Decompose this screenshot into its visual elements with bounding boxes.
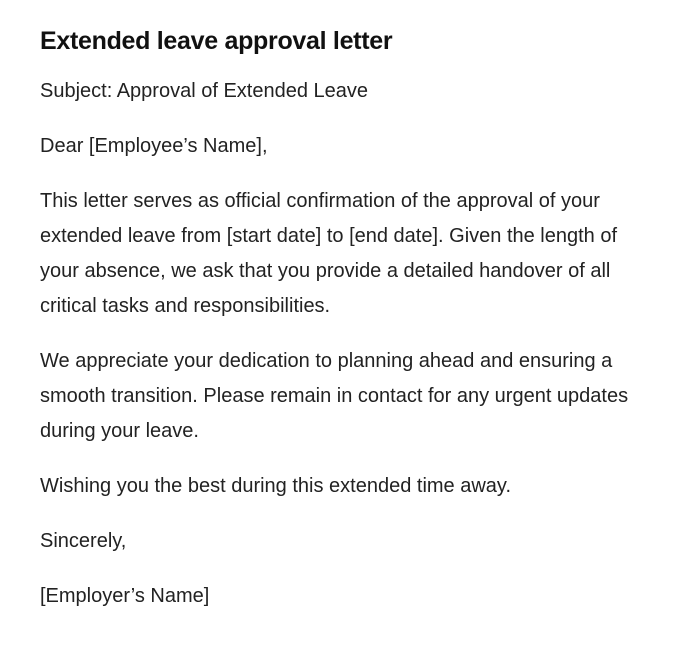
letter-signature: [Employer’s Name] — [40, 585, 210, 607]
letter-paragraph-2: We appreciate your dedication to planning ahead and ensuring a smooth transition. Please remain in contact for any urgent updates during your leave. — [40, 350, 629, 442]
letter-title: Extended leave approval letter — [40, 27, 393, 55]
letter-closing: Sincerely, — [40, 530, 127, 552]
letter-paragraph-3: Wishing you the best during this extended time away. — [40, 475, 511, 497]
letter-paragraph-1: This letter serves as official confirmation of the approval of your extended leave from [start date] to [end date]. Given the length of your absence, we ask that you provide a detailed handover of all critical tasks and responsibilities. — [40, 190, 618, 317]
letter-document — [40, 24, 650, 634]
letter-salutation: Dear [Employee’s Name], — [40, 135, 268, 157]
letter-subject: Subject: Approval of Extended Leave — [40, 80, 369, 102]
